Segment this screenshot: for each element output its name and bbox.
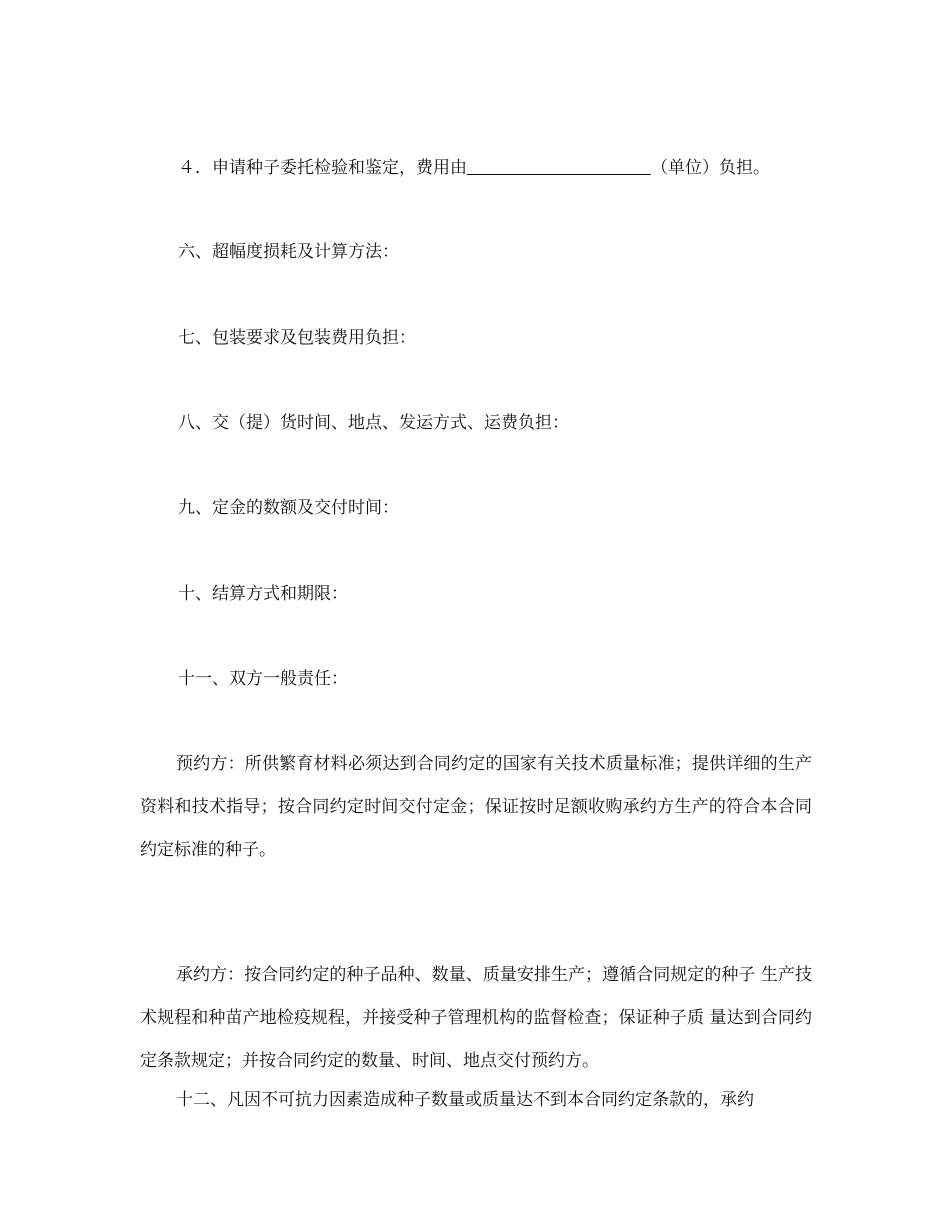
item-4-suffix: （单位）负担。 [651,158,770,178]
section-8-heading: 八、交（提）货时间、地点、发运方式、运费负担： [178,413,569,433]
section-6-heading: 六、超幅度损耗及计算方法： [178,242,399,262]
fill-in-blank[interactable] [467,156,651,175]
section-10-heading: 十、结算方式和期限： [178,584,348,604]
section-9-heading: 九、定金的数额及交付时间： [178,498,399,518]
section-7-heading: 七、包装要求及包装费用负担： [178,328,416,348]
paragraph-chengyue-party: 承约方：按合同约定的种子品种、数量、质量安排生产；遵循合同规定的种子 生产技术规程和种苗产地检疫规程，并接受种子管理机构的监督检查；保证种子质 量达到合同约定条款规定；并按合同约定的数量、时间、地点交付预约方。 [140,965,812,1071]
paragraph-yuyue-party: 预约方：所供繁育材料必须达到合同约定的国家有关技术质量标准；提供详细的生产资料和技术指导；按合同约定时间交付定金；保证按时足额收购承约方生产的符合本合同约定标准的种子。 [140,754,812,860]
section-12-paragraph: 十二、凡因不可抗力因素造成种子数量或质量达不到本合同约定条款的，承约 [176,1090,754,1110]
section-11-heading: 十一、双方一般责任： [178,669,348,689]
item-4-text: ４．申请种子委托检验和鉴定，费用由 [178,158,467,178]
item-4-line [178,156,770,179]
